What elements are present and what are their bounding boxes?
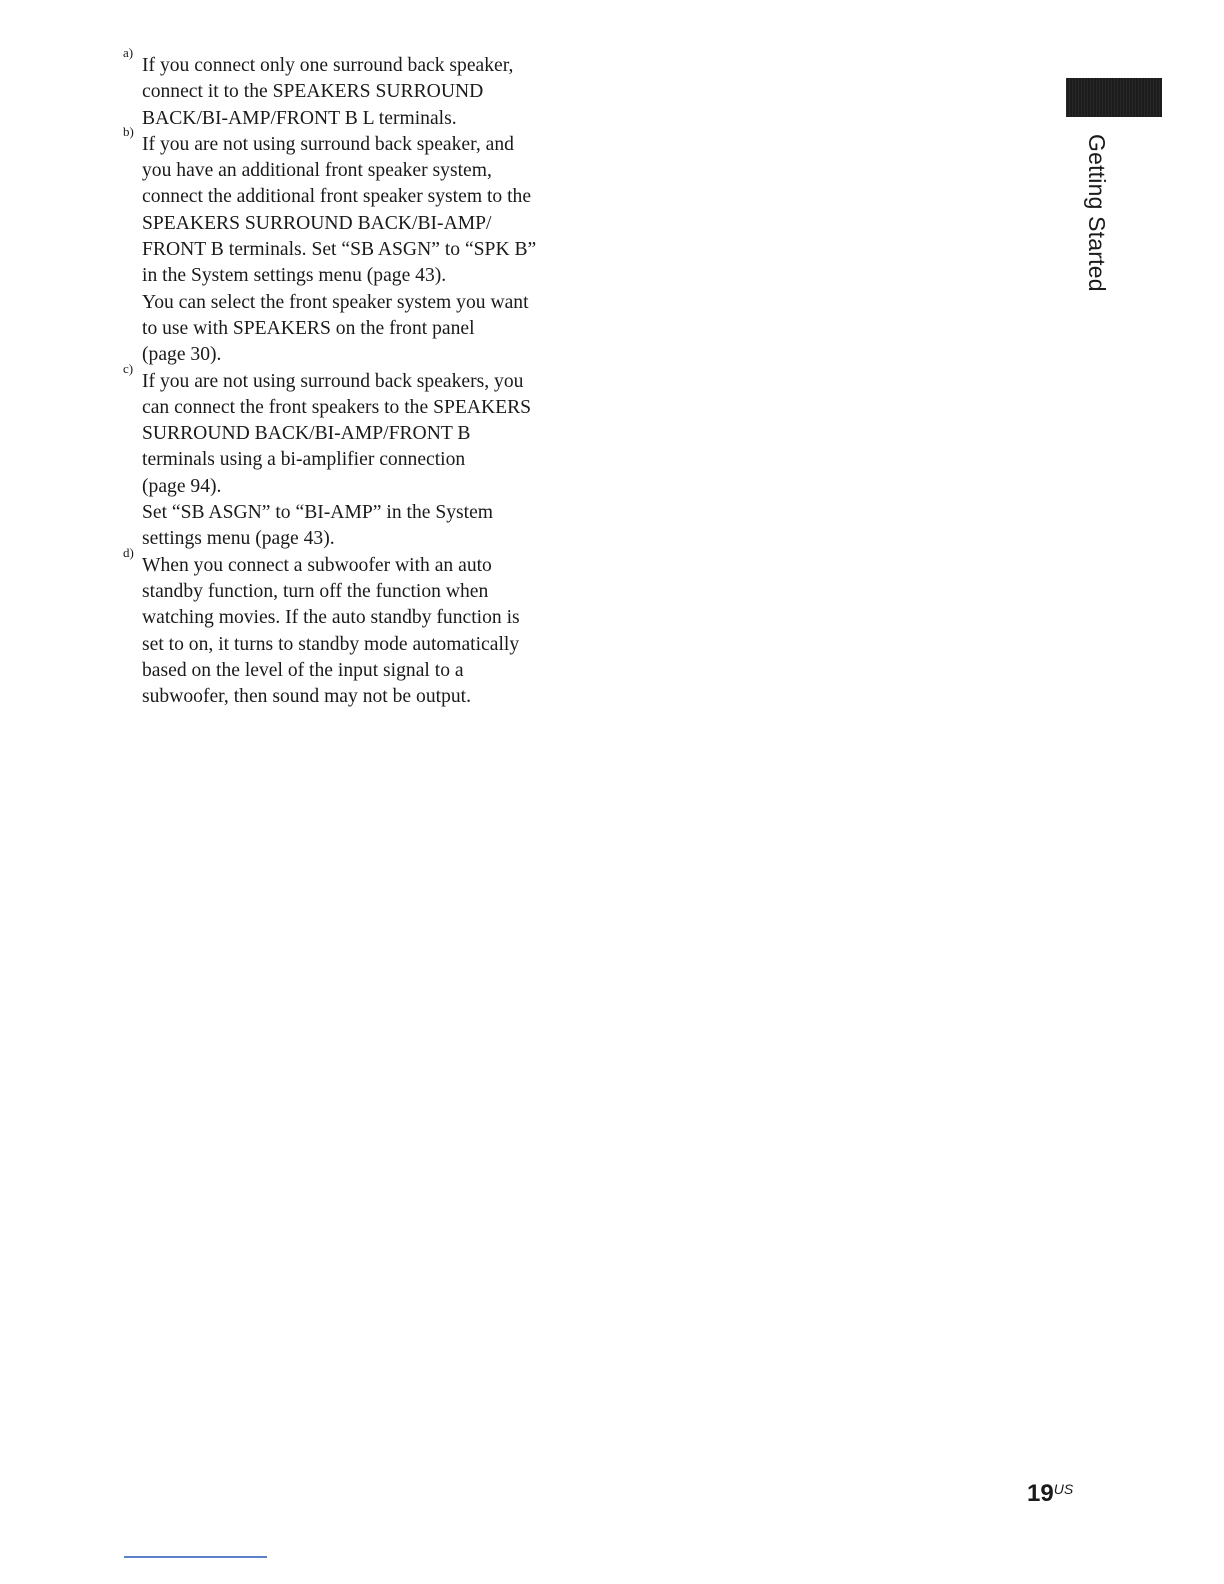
footnote-line: You can select the front speaker system you want <box>142 291 529 313</box>
footnote-b <box>120 123 590 369</box>
footnote-marker: b) <box>123 123 134 139</box>
footnote-c <box>120 360 590 553</box>
footnote-d <box>120 544 590 711</box>
page-number-value: 19 <box>1027 1480 1054 1507</box>
footnote-line: you have an additional front speaker system, <box>142 160 492 182</box>
footnote-line: subwoofer, then sound may not be output. <box>142 686 471 708</box>
footnote-line: standby function, turn off the function when <box>142 580 489 602</box>
footnotes-list <box>120 45 590 710</box>
footnote-a <box>120 45 590 132</box>
footnote-line: (page 94). <box>142 475 222 497</box>
footnote-line: based on the level of the input signal to a <box>142 659 464 681</box>
footnote-line: FRONT B terminals. Set “SB ASGN” to “SPK B” <box>142 239 537 261</box>
footnote-line: If you are not using surround back speaker, and <box>142 133 514 155</box>
footnote-line: If you are not using surround back speakers, you <box>142 370 524 392</box>
footnote-marker: a) <box>123 45 134 60</box>
footnote-line: (page 30). <box>142 344 222 366</box>
section-tab-label: Getting Started <box>1084 134 1110 292</box>
footnote-line: connect it to the SPEAKERS SURROUND <box>142 81 484 103</box>
bottom-rule <box>124 1556 267 1558</box>
footnote-line: in the System settings menu (page 43). <box>142 265 447 287</box>
footnote-line: connect the additional front speaker system to the <box>142 186 532 208</box>
footnote-marker: c) <box>123 360 134 376</box>
footnote-line: to use with SPEAKERS on the front panel <box>142 317 475 339</box>
footnote-line: set to on, it turns to standby mode automatically <box>142 633 520 655</box>
footnote-line: SPEAKERS SURROUND BACK/BI-AMP/ <box>142 212 492 234</box>
section-tab-marker <box>1066 78 1162 117</box>
footnote-line: Set “SB ASGN” to “BI-AMP” in the System <box>142 502 494 524</box>
footnote-line: watching movies. If the auto standby function is <box>142 607 520 629</box>
footnote-line: If you connect only one surround back speaker, <box>142 55 514 76</box>
footnote-line: settings menu (page 43). <box>142 528 335 550</box>
footnote-line: When you connect a subwoofer with an auto <box>142 554 492 576</box>
page-number-suffix: US <box>1053 1481 1074 1497</box>
footnote-line: SURROUND BACK/BI-AMP/FRONT B <box>142 423 471 445</box>
footnote-line: BACK/BI-AMP/FRONT B L terminals. <box>142 107 457 129</box>
footnote-line: can connect the front speakers to the SPEAKERS <box>142 396 532 418</box>
footnote-line: terminals using a bi-amplifier connection <box>142 449 466 471</box>
page-number <box>1027 1480 1073 1508</box>
footnote-marker: d) <box>123 544 134 560</box>
